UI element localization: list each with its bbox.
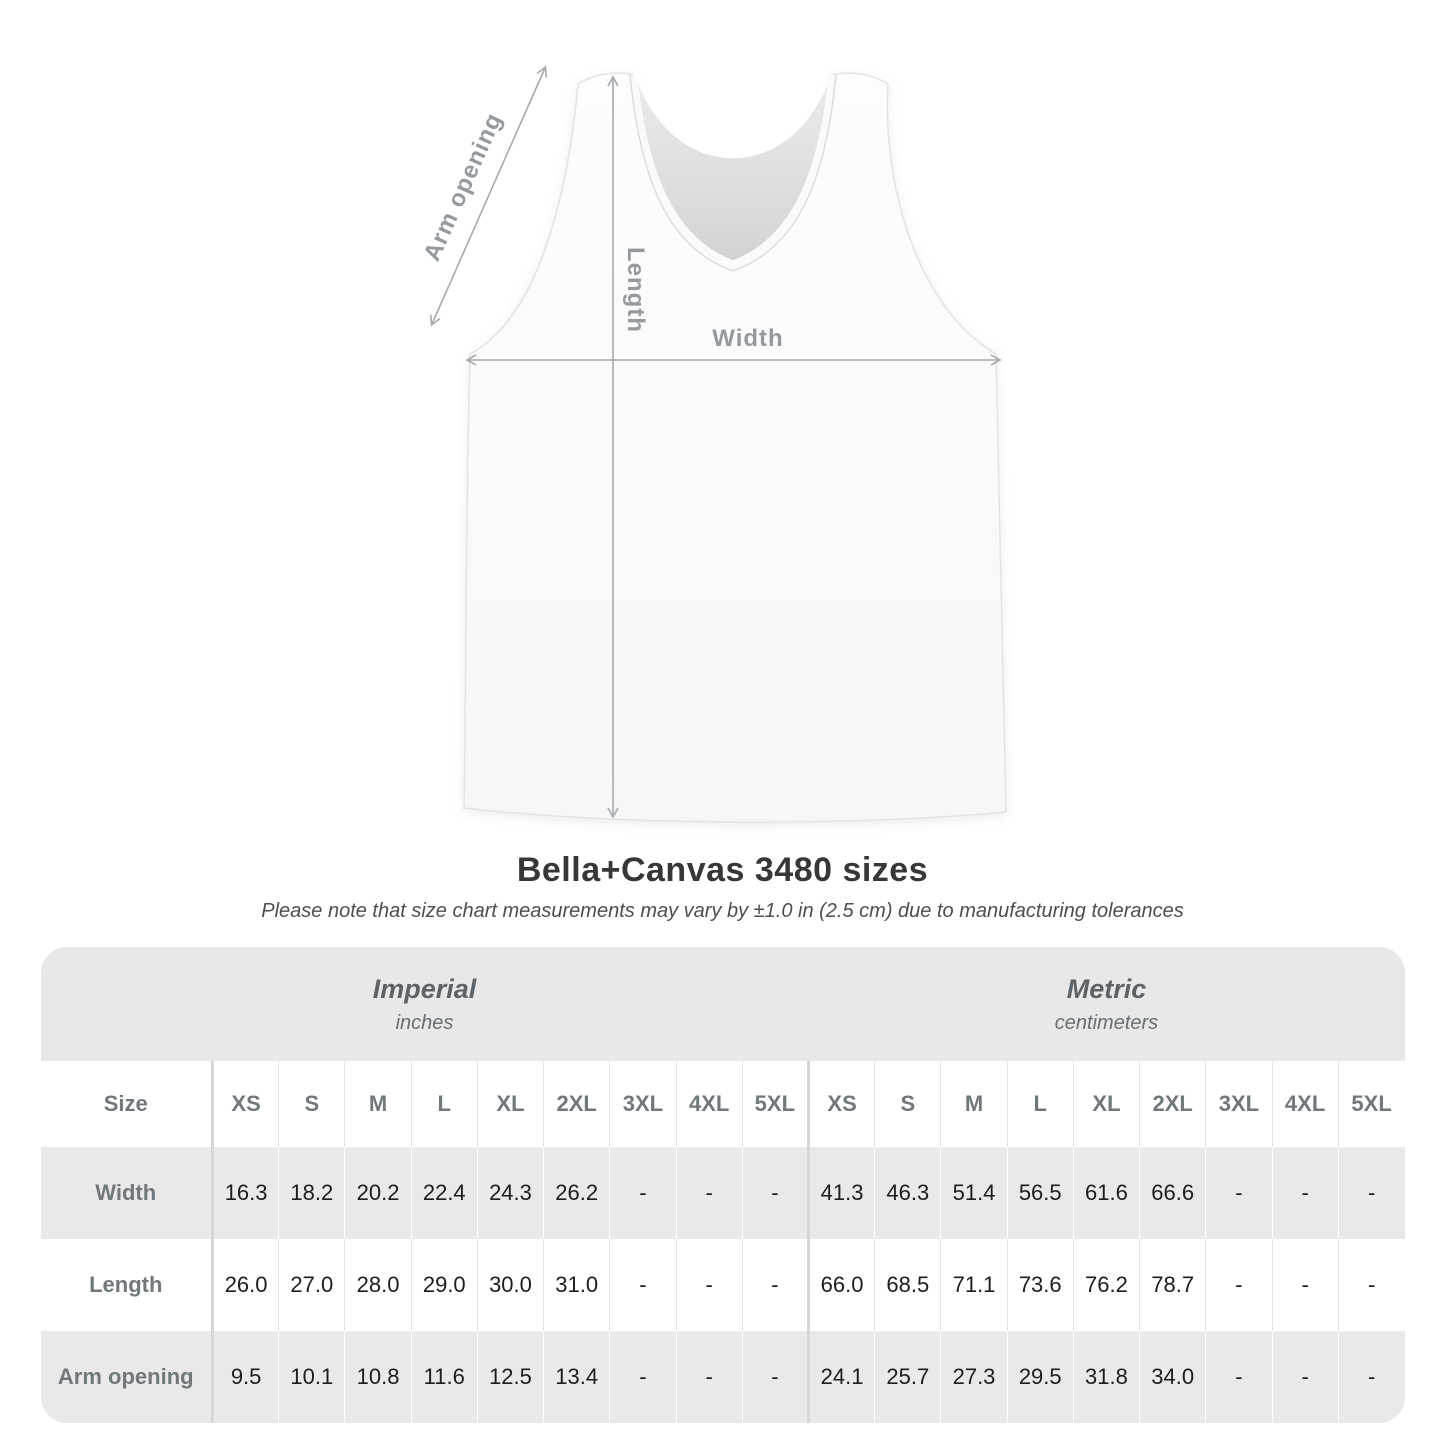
size-table: [41, 947, 1405, 1423]
value-cell: 26.0: [213, 1239, 279, 1331]
value-cell: 20.2: [345, 1147, 411, 1239]
size-col-header-imperial-4xl: 4XL: [676, 1061, 742, 1147]
value-cell: 26.2: [544, 1147, 610, 1239]
value-cell: 61.6: [1073, 1147, 1139, 1239]
value-cell: -: [742, 1239, 808, 1331]
metric-title: Metric: [1066, 973, 1147, 1004]
width-label: Width: [712, 325, 784, 352]
value-cell: 78.7: [1140, 1239, 1206, 1331]
value-cell: 29.5: [1007, 1331, 1073, 1423]
value-cell: 27.0: [279, 1239, 345, 1331]
value-cell: -: [1272, 1331, 1338, 1423]
size-col-header-imperial-3xl: 3XL: [610, 1061, 676, 1147]
value-cell: 16.3: [213, 1147, 279, 1239]
value-cell: 24.1: [808, 1331, 874, 1423]
value-cell: -: [1272, 1239, 1338, 1331]
size-col-header-metric-3xl: 3XL: [1206, 1061, 1272, 1147]
size-col-header-metric-5xl: 5XL: [1338, 1061, 1404, 1147]
page-title: Bella+Canvas 3480 sizes: [516, 851, 929, 889]
value-cell: -: [676, 1239, 742, 1331]
value-cell: -: [610, 1239, 676, 1331]
row-label-width: Width: [41, 1147, 213, 1239]
value-cell: 31.0: [544, 1239, 610, 1331]
value-cell: 22.4: [411, 1147, 477, 1239]
value-cell: 13.4: [544, 1331, 610, 1423]
tolerance-note: Please note that size chart measurements may vary by ±1.0 in (2.5 cm) due to manufacturing tolerances: [261, 900, 1184, 922]
metric-group-header: [808, 947, 1404, 1061]
value-cell: 18.2: [279, 1147, 345, 1239]
unit-group-row: [41, 947, 1405, 1061]
imperial-title: Imperial: [372, 973, 477, 1004]
size-table-container: [41, 947, 1405, 1423]
table-row-length: [41, 1239, 1405, 1331]
row-label-arm-opening: Arm opening: [41, 1331, 213, 1423]
size-col-header-imperial-5xl: 5XL: [742, 1061, 808, 1147]
size-col-header-imperial-xs: XS: [213, 1061, 279, 1147]
value-cell: -: [1206, 1331, 1272, 1423]
size-col-header-imperial-2xl: 2XL: [544, 1061, 610, 1147]
value-cell: 30.0: [477, 1239, 543, 1331]
value-cell: 71.1: [941, 1239, 1007, 1331]
value-cell: 27.3: [941, 1331, 1007, 1423]
size-col-header-metric-2xl: 2XL: [1140, 1061, 1206, 1147]
value-cell: 28.0: [345, 1239, 411, 1331]
value-cell: -: [1272, 1147, 1338, 1239]
length-label: Length: [622, 247, 649, 333]
value-cell: 10.1: [279, 1331, 345, 1423]
size-header-row: [41, 1061, 1405, 1147]
value-cell: 56.5: [1007, 1147, 1073, 1239]
value-cell: -: [1338, 1239, 1404, 1331]
value-cell: -: [1338, 1147, 1404, 1239]
value-cell: -: [742, 1147, 808, 1239]
value-cell: 31.8: [1073, 1331, 1139, 1423]
value-cell: 68.5: [875, 1239, 941, 1331]
size-col-header-metric-xs: XS: [808, 1061, 874, 1147]
value-cell: -: [610, 1147, 676, 1239]
value-cell: 24.3: [477, 1147, 543, 1239]
value-cell: -: [742, 1331, 808, 1423]
metric-unit: centimeters: [1054, 1011, 1159, 1034]
value-cell: 25.7: [875, 1331, 941, 1423]
value-cell: 41.3: [808, 1147, 874, 1239]
value-cell: 66.0: [808, 1239, 874, 1331]
value-cell: -: [676, 1147, 742, 1239]
size-col-header-metric-xl: XL: [1073, 1061, 1139, 1147]
size-col-header-imperial-s: S: [279, 1061, 345, 1147]
size-col-header-metric-l: L: [1007, 1061, 1073, 1147]
arm-opening-label: Arm opening: [418, 108, 508, 266]
value-cell: 66.6: [1140, 1147, 1206, 1239]
value-cell: -: [1206, 1147, 1272, 1239]
size-col-header-metric-4xl: 4XL: [1272, 1061, 1338, 1147]
size-col-header-metric-s: S: [875, 1061, 941, 1147]
row-label-length: Length: [41, 1239, 213, 1331]
table-row-width: [41, 1147, 1405, 1239]
value-cell: -: [1338, 1331, 1404, 1423]
value-cell: 73.6: [1007, 1239, 1073, 1331]
size-col-header-imperial-l: L: [411, 1061, 477, 1147]
table-row-arm-opening: [41, 1331, 1405, 1423]
value-cell: 10.8: [345, 1331, 411, 1423]
value-cell: 29.0: [411, 1239, 477, 1331]
value-cell: -: [610, 1331, 676, 1423]
value-cell: 46.3: [875, 1147, 941, 1239]
size-column-header: Size: [41, 1061, 213, 1147]
value-cell: 34.0: [1140, 1331, 1206, 1423]
size-col-header-imperial-m: M: [345, 1061, 411, 1147]
imperial-unit: inches: [395, 1011, 454, 1034]
tank-top-illustration: [464, 73, 1006, 822]
value-cell: 76.2: [1073, 1239, 1139, 1331]
value-cell: 9.5: [213, 1331, 279, 1423]
size-col-header-imperial-xl: XL: [477, 1061, 543, 1147]
value-cell: 11.6: [411, 1331, 477, 1423]
imperial-group-header: [41, 947, 809, 1061]
value-cell: -: [1206, 1239, 1272, 1331]
value-cell: 51.4: [941, 1147, 1007, 1239]
value-cell: -: [676, 1331, 742, 1423]
size-col-header-metric-m: M: [941, 1061, 1007, 1147]
value-cell: 12.5: [477, 1331, 543, 1423]
